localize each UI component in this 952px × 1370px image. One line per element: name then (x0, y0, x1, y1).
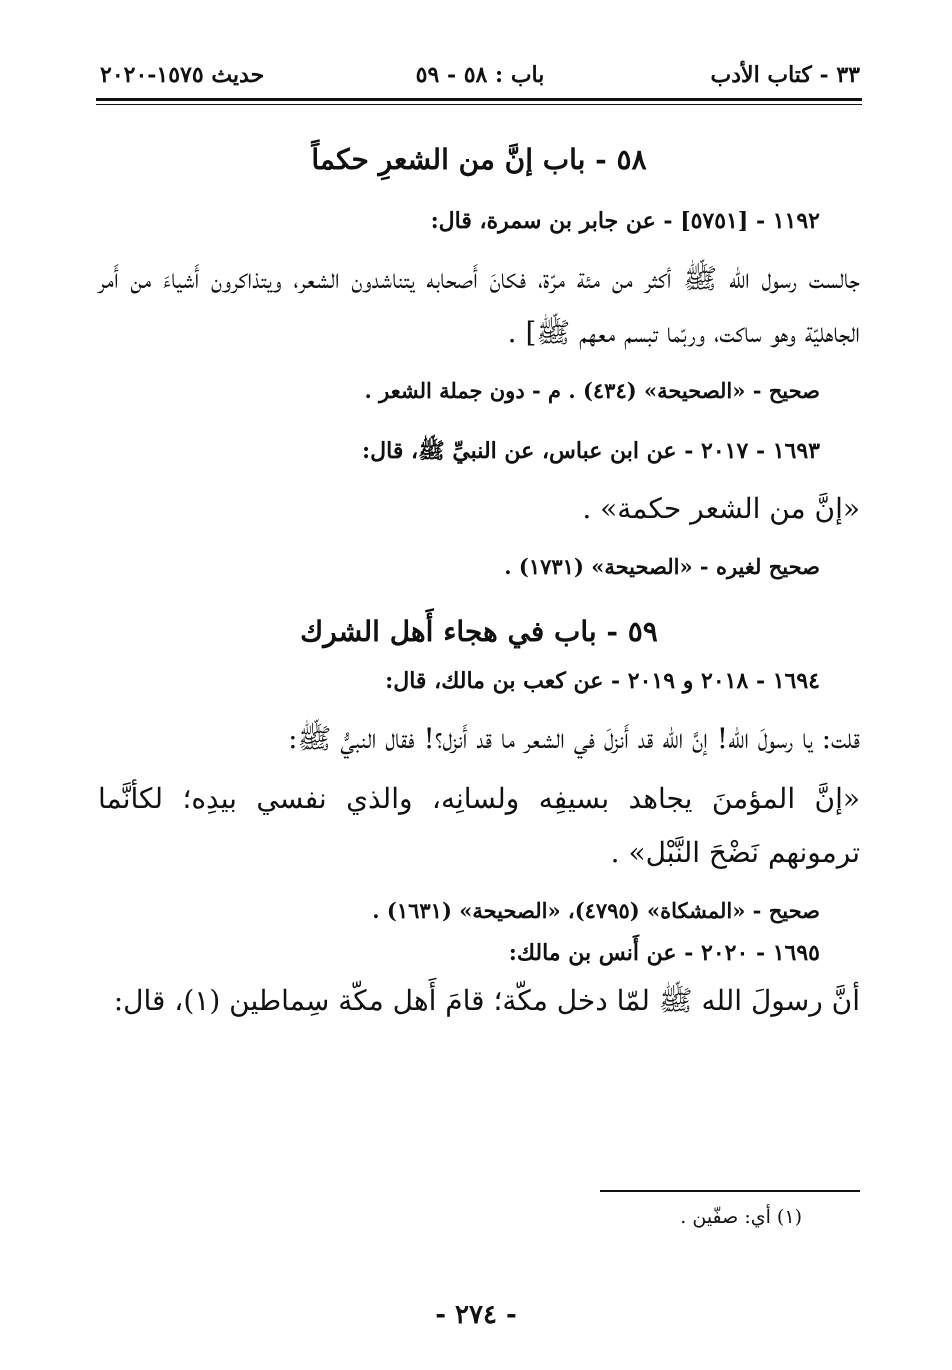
page-body (98, 138, 860, 1042)
hadith-text: قلت: يا رسولَ الله! إنَّ الله قد أَنزلَ في الشعر ما قد أَنزل؟! فقال النبيُّ ﷺ: (288, 722, 860, 755)
chapter-title: ٥٨ - باب إنَّ من الشعرِ حكماً (311, 143, 647, 176)
header-book-title: ٣٣ - كتاب الأدب (710, 62, 860, 88)
hadith-grade: صحيح لغيره - «الصحيحة» (١٧٣١) . (504, 554, 820, 579)
header-chapter-range: باب : ٥٨ - ٥٩ (415, 62, 545, 88)
footnote: (١) أي: صفّين . (680, 1206, 802, 1228)
hadith-text: أنَّ رسولَ الله ﷺ لمّا دخل مكّة؛ قامَ أَهل مكّة سِماطين (١)، قال: (113, 984, 860, 1017)
chapter-title: ٥٩ - باب في هجاء أَهل الشرك (300, 615, 658, 648)
running-header (100, 58, 860, 98)
hadith-text: جالست رسول الله ﷺ أكثر من مئة مرّة، فكانَ أَصحابه يتناشدون الشعر، ويتذاكرون أَشياءَ من أَمر الجاهليّة وهو ساكت، وربّما تبسم معهم ﷺ] . (98, 262, 860, 349)
hadith-grade: صحيح - «المشكاة» (٤٧٩٥)، «الصحيحة» (١٦٣١) . (372, 898, 820, 923)
header-rule (96, 98, 862, 101)
hadith-narration: ١٦٩٤ - ٢٠١٨ و ٢٠١٩ - عن كعب بن مالك، قال: (385, 668, 820, 694)
hadith-narration: ١١٩٢ - [٥٧٥١] - عن جابر بن سمرة، قال: (430, 208, 820, 234)
header-rule-thin (96, 104, 862, 105)
hadith-quote: «إنَّ المؤمنَ يجاهد بسيفِه ولسانِه، والذي نفسي بيدِه؛ لكأنَّما ترمونهم نَضْحَ النَّبْل» . (98, 782, 860, 869)
hadith-narration: ١٦٩٥ - ٢٠٢٠ - عن أَنس بن مالك: (508, 940, 820, 966)
hadith-narration: ١٦٩٣ - ٢٠١٧ - عن ابن عباس، عن النبيِّ ﷺ، قال: (362, 438, 820, 464)
header-hadith-range: حديث ١٥٧٥-٢٠٢٠ (100, 62, 265, 88)
hadith-text: «إنَّ من الشعر حكمة» . (582, 492, 860, 525)
page-number: - ٢٧٤ - (435, 1300, 517, 1330)
footnote-rule (600, 1190, 860, 1192)
hadith-grade: صحيح - «الصحيحة» (٤٣٤) . م - دون جملة الشعر . (364, 378, 820, 403)
